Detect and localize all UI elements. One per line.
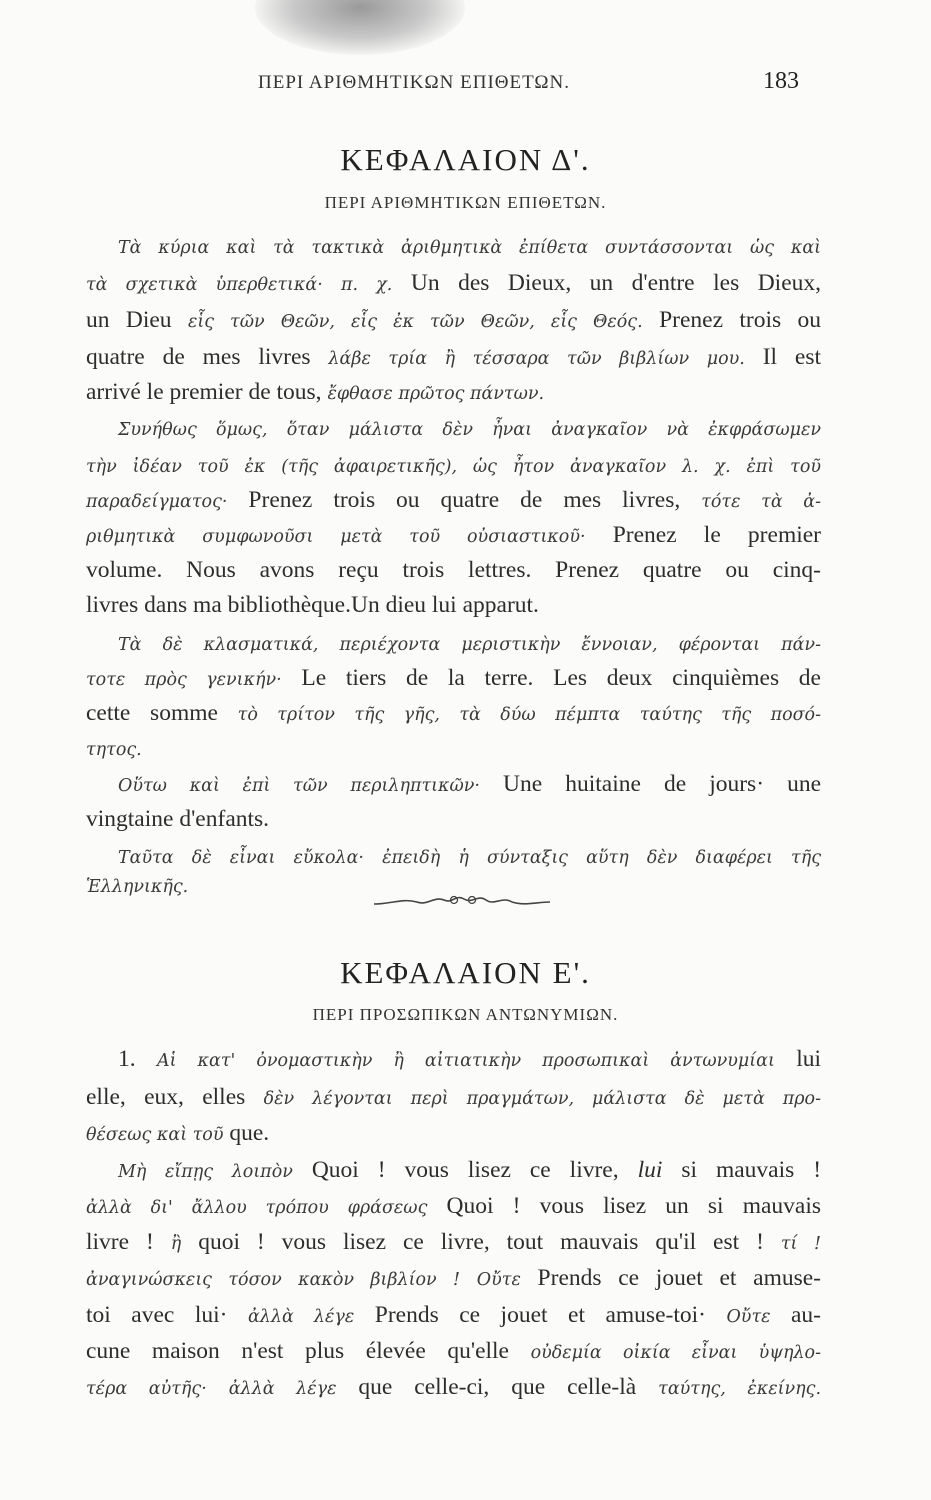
chapter-subheading: ΠΕΡΙ ΠΡΟΣΩΠΙΚΩΝ ΑΝΤΩΝΥΜΙΩΝ. — [312, 1005, 619, 1024]
text-line: τὰ σχετικὰ ὑπερθετικά· π. χ. Un des Dieux, un d'entre les Dieux, — [86, 270, 822, 296]
text-line: ριθμητικὰ συμφωνοῦσι μετὰ τοῦ οὐσιαστικοῦ· Prenez le premier — [86, 522, 822, 548]
chapter-heading: ΚΕΦΑΛΑΙΟΝ Δ'. — [340, 142, 591, 177]
text-line: τητος. — [86, 740, 142, 760]
text-line: παραδείγματος· Prenez trois ou quatre de mes livres, τότε τὰ ἀ- — [86, 487, 822, 513]
text-line: quatre de mes livres λάβε τρία ἢ τέσσαρα τῶν βιβλίων μου. Il est — [86, 344, 822, 370]
text-line: ἀναγινώσκεις τόσον κακὸν βιβλίον ! Οὔτε Prends ce jouet et amuse- — [86, 1265, 821, 1291]
text-line: Ταῦτα δὲ εἶναι εὔκολα· ἐπειδὴ ἡ σύνταξις αὕτη δὲν διαφέρει τῆς — [118, 848, 821, 868]
text-line: Οὕτω καὶ ἐπὶ τῶν περιληπτικῶν· Une huitaine de jours· une — [118, 771, 821, 797]
page-stain — [255, 0, 465, 55]
chapter-heading: ΚΕΦΑΛΑΙΟΝ Ε'. — [340, 955, 591, 990]
text-line: Ἑλληνικῆς. — [86, 877, 189, 897]
running-title: ΠΕΡΙ ΑΡΙΘΜΗΤΙΚΩΝ ΕΠΙΘΕΤΩΝ. — [258, 72, 570, 93]
page-header — [0, 68, 931, 98]
text-line: livres dans ma bibliothèque.Un dieu lui apparut. — [86, 592, 539, 618]
page-number: 183 — [763, 68, 799, 94]
text-line: θέσεως καὶ τοῦ que. — [86, 1120, 270, 1146]
text-line: vingtaine d'enfants. — [86, 806, 270, 832]
text-line: cette somme τὸ τρίτον τῆς γῆς, τὰ δύω πέμπτα ταύτης τῆς ποσό- — [86, 700, 821, 726]
text-line: Μὴ εἴπῃς λοιπὸν Quoi ! vous lisez ce livre, lui si mauvais ! — [118, 1157, 822, 1183]
text-line: arrivé le premier de tous, ἔφθασε πρῶτος πάντων. — [86, 379, 545, 405]
text-line: ἀλλὰ δι' ἄλλου τρόπου φράσεως Quoi ! vous lisez un si mauvais — [86, 1193, 822, 1219]
text-line: Συνήθως ὅμως, ὅταν μάλιστα δὲν ἦναι ἀναγκαῖον νὰ ἐκφράσωμεν — [118, 420, 821, 440]
text-line: toi avec lui· ἀλλὰ λέγε Prends ce jouet et amuse-toi· Οὔτε au- — [86, 1302, 822, 1328]
text-line: Τὰ κύρια καὶ τὰ τακτικὰ ἀριθμητικὰ ἐπίθετα συντάσσονται ὡς καὶ — [118, 238, 821, 258]
chapter-subheading: ΠΕΡΙ ΑΡΙΘΜΗΤΙΚΩΝ ΕΠΙΘΕΤΩΝ. — [324, 193, 607, 212]
section-ornament — [372, 890, 552, 916]
text-line: 1. Αἱ κατ' ὀνομαστικὴν ἢ αἰτιατικὴν προσωπικαὶ ἀντωνυμίαι lui — [118, 1046, 822, 1072]
text-line: livre ! ἢ quoi ! vous lisez ce livre, tout mauvais qu'il est ! τί ! — [86, 1229, 822, 1255]
text-line: elle, eux, elles δὲν λέγονται περὶ πραγμάτων, μάλιστα δὲ μετὰ προ- — [86, 1084, 822, 1110]
text-line: τὴν ἰδέαν τοῦ ἐκ (τῆς ἀφαιρετικῆς), ὡς ἦτον ἀναγκαῖον λ. χ. ἐπὶ τοῦ — [86, 457, 821, 477]
text-line: τοτε πρὸς γενικήν· Le tiers de la terre. Les deux cinquièmes de — [86, 665, 821, 691]
text-line: τέρα αὐτῆς· ἀλλὰ λέγε que celle-ci, que celle-là ταύτης, ἐκείνης. — [86, 1374, 822, 1400]
text-line: un Dieu εἷς τῶν Θεῶν, εἷς ἐκ τῶν Θεῶν, εἷς Θεός. Prenez trois ou — [86, 307, 822, 333]
text-line: volume. Nous avons reçu trois lettres. Prenez quatre ou cinq- — [86, 557, 821, 583]
text-line: Τὰ δὲ κλασματικά, περιέχοντα μεριστικὴν ἔννοιαν, φέρονται πάν- — [118, 635, 821, 655]
text-line: cune maison n'est plus élevée qu'elle οὐδεμία οἰκία εἶναι ὑψηλο- — [86, 1338, 822, 1364]
